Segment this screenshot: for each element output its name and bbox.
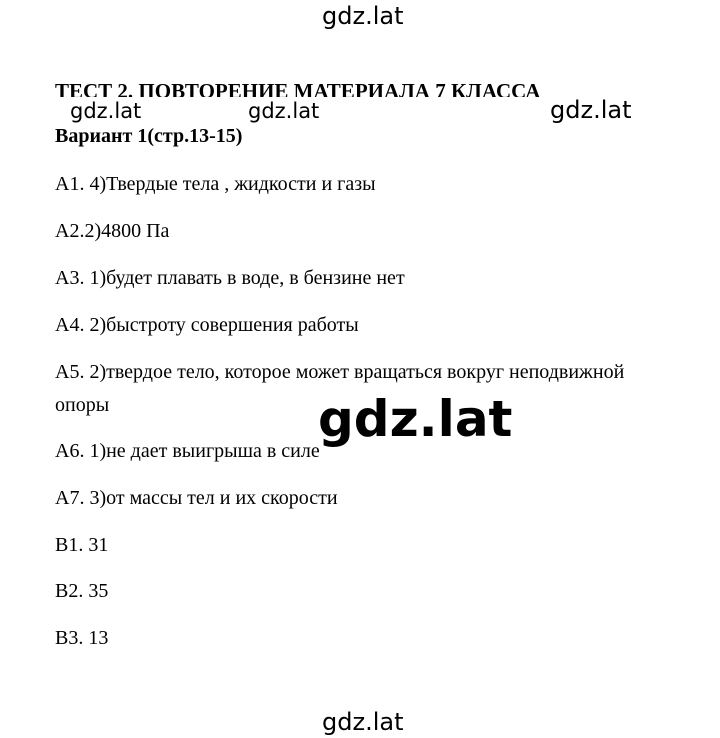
answer-a2: А2.2)4800 Па <box>55 220 170 242</box>
answer-a4: А4. 2)быстроту совершения работы <box>55 314 359 336</box>
answer-a3: А3. 1)будет плавать в воде, в бензине нет <box>55 267 405 289</box>
answer-b2: В2. 35 <box>55 580 109 602</box>
answer-a5-continuation: опоры <box>55 394 110 416</box>
answer-a6: А6. 1)не дает выигрыша в силе <box>55 440 320 462</box>
watermark-center-big: gdz.lat <box>318 390 513 448</box>
answer-b1: В1. 31 <box>55 534 109 556</box>
watermark-left: gdz.lat <box>70 99 142 123</box>
watermark-bottom: gdz.lat <box>322 708 404 736</box>
answer-a5: А5. 2)твердое тело, которое может вращаться вокруг неподвижной <box>55 361 625 383</box>
page-title: ТЕСТ 2. ПОВТОРЕНИЕ МАТЕРИАЛА 7 КЛАССА <box>55 79 541 97</box>
watermark-right: gdz.lat <box>550 96 632 124</box>
answer-a7: А7. 3)от массы тел и их скорости <box>55 487 338 509</box>
answer-a1: А1. 4)Твердые тела , жидкости и газы <box>55 173 376 195</box>
watermark-top: gdz.lat <box>322 2 404 30</box>
watermark-middle: gdz.lat <box>248 99 320 123</box>
variant-heading: Вариант 1(стр.13-15) <box>55 125 243 147</box>
answer-b3: В3. 13 <box>55 627 109 649</box>
